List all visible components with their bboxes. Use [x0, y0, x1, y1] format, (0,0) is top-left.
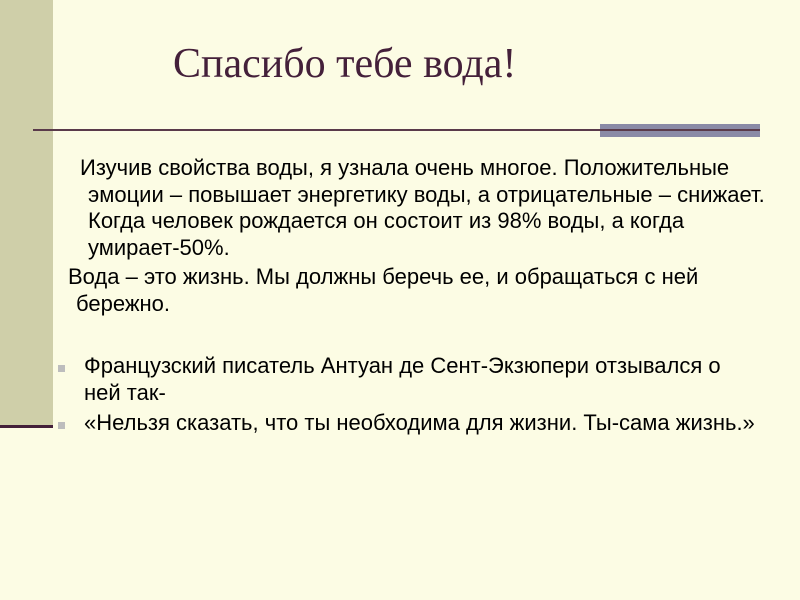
title-divider-accent-line [600, 129, 760, 131]
title-divider [33, 129, 600, 131]
bullet-square-icon [58, 422, 65, 429]
bullet-square-icon [58, 365, 65, 372]
paragraph-water-properties: Изучив свойства воды, я узнала очень многое. Положительные эмоции – повышает энергетику воды, а отрицательные – снижает. Когда человек рождается он состоит из 98% воды, а когда умирает-50%. [80, 155, 765, 260]
left-band-underline [0, 425, 53, 428]
slide-title: Спасибо тебе вода! [173, 41, 517, 87]
bullet-item-exupery: Французский писатель Антуан де Сент-Экзюпери отзывался о ней так- [84, 353, 721, 405]
left-decorative-band [0, 0, 53, 428]
bullet-item-quote: «Нельзя сказать, что ты необходима для жизни. Ты-сама жизнь.» [84, 410, 755, 435]
paragraph-water-is-life: Вода – это жизнь. Мы должны беречь ее, и обращаться с ней бережно. [68, 264, 699, 316]
